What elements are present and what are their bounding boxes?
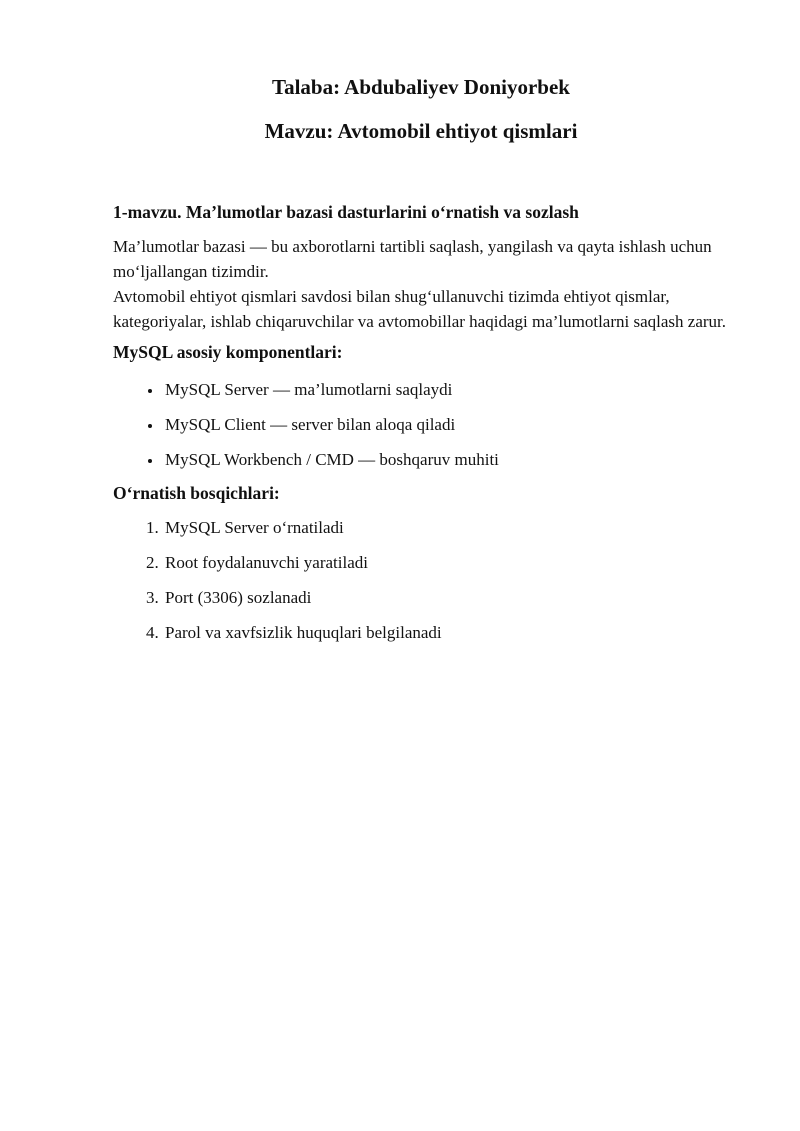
- section-heading: 1-mavzu. Ma’lumotlar bazasi dasturlarini o‘rnatish va sozlash: [113, 202, 579, 222]
- step-item-configure-port: 3. Port (3306) sozlanadi: [163, 585, 729, 610]
- doc-title-student: Talaba: Abdubaliyev Doniyorbek: [272, 75, 570, 99]
- step-item-install-server: 1. MySQL Server o‘rnatiladi: [163, 515, 729, 540]
- paragraph-database-definition: Ma’lumotlar bazasi — bu axborotlarni tartibli saqlash, yangilash va qayta ishlash uchun mo‘ljallangan tizimdir.: [113, 237, 712, 281]
- list-item-mysql-server: • MySQL Server — ma’lumotlarni saqlaydi: [163, 377, 729, 402]
- components-list: [113, 377, 729, 472]
- list-item-mysql-client: • MySQL Client — server bilan aloqa qiladi: [163, 412, 729, 437]
- doc-title-topic: Mavzu: Avtomobil ehtiyot qismlari: [264, 119, 578, 143]
- components-heading: MySQL asosiy komponentlari:: [113, 342, 343, 362]
- step-item-create-root-user: 2. Root foydalanuvchi yaratiladi: [163, 550, 729, 575]
- steps-list: [113, 515, 729, 645]
- step-item-set-password-security: 4. Parol va xavfsizlik huquqlari belgilanadi: [163, 620, 729, 645]
- steps-heading: O‘rnatish bosqichlari:: [113, 483, 280, 503]
- list-item-mysql-workbench: • MySQL Workbench / CMD — boshqaruv muhiti: [163, 447, 729, 472]
- paragraph-auto-parts-system: Avtomobil ehtiyot qismlari savdosi bilan shug‘ullanuvchi tizimda ehtiyot qismlar, kategoriyalar, ishlab chiqaruvchilar va avtomobillar haqidagi ma’lumotlarni saqlash zarur.: [113, 287, 726, 331]
